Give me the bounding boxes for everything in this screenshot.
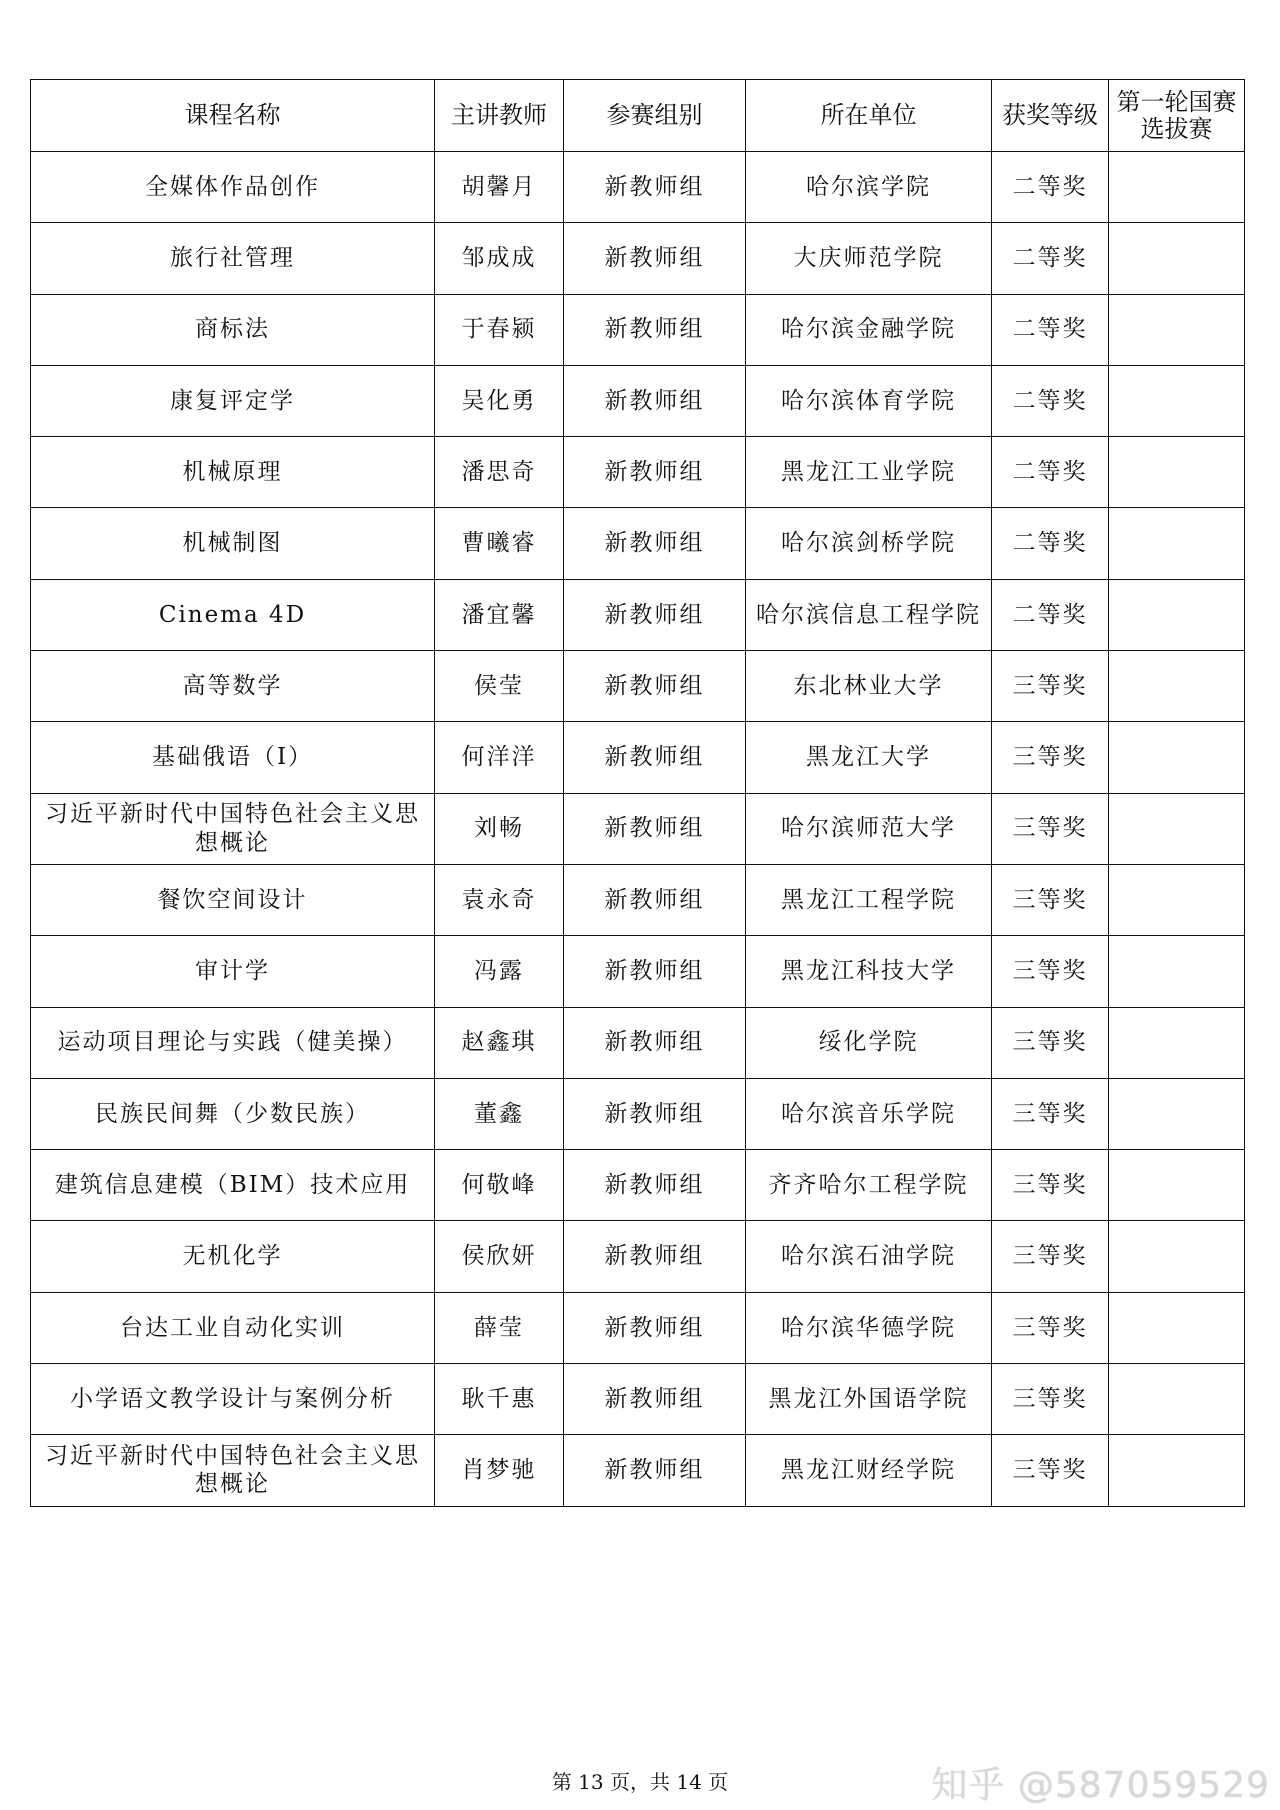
cell-competition-group: 新教师组 [564, 1150, 746, 1221]
cell-award-level: 三等奖 [992, 1150, 1109, 1221]
cell-national-selection [1109, 1435, 1245, 1506]
cell-lead-teacher: 吴化勇 [435, 365, 564, 436]
cell-course-name: 商标法 [31, 294, 435, 365]
cell-national-selection [1109, 152, 1245, 223]
cell-institution: 黑龙江工业学院 [746, 437, 992, 508]
cell-competition-group: 新教师组 [564, 1364, 746, 1435]
table-row [31, 1078, 1245, 1149]
cell-national-selection [1109, 1292, 1245, 1363]
table-row [31, 864, 1245, 935]
cell-lead-teacher: 于春颍 [435, 294, 564, 365]
cell-national-selection [1109, 1221, 1245, 1292]
table-header-row [31, 80, 1245, 152]
cell-award-level: 三等奖 [992, 722, 1109, 793]
cell-institution: 黑龙江大学 [746, 722, 992, 793]
table-row [31, 437, 1245, 508]
cell-course-name: 全媒体作品创作 [31, 152, 435, 223]
cell-course-name: 旅行社管理 [31, 223, 435, 294]
cell-lead-teacher: 董鑫 [435, 1078, 564, 1149]
table-row [31, 365, 1245, 436]
cell-award-level: 三等奖 [992, 651, 1109, 722]
cell-institution: 大庆师范学院 [746, 223, 992, 294]
cell-competition-group: 新教师组 [564, 579, 746, 650]
cell-lead-teacher: 薛莹 [435, 1292, 564, 1363]
cell-national-selection [1109, 936, 1245, 1007]
cell-institution: 哈尔滨学院 [746, 152, 992, 223]
cell-course-name: 建筑信息建模（BIM）技术应用 [31, 1150, 435, 1221]
cell-lead-teacher: 袁永奇 [435, 864, 564, 935]
header-institution: 所在单位 [746, 80, 992, 152]
cell-award-level: 三等奖 [992, 864, 1109, 935]
table-row [31, 1150, 1245, 1221]
cell-national-selection [1109, 1078, 1245, 1149]
cell-competition-group: 新教师组 [564, 793, 746, 864]
header-lead-teacher: 主讲教师 [435, 80, 564, 152]
cell-lead-teacher: 何洋洋 [435, 722, 564, 793]
table-row [31, 1292, 1245, 1363]
cell-award-level: 二等奖 [992, 223, 1109, 294]
cell-institution: 哈尔滨石油学院 [746, 1221, 992, 1292]
cell-competition-group: 新教师组 [564, 294, 746, 365]
cell-competition-group: 新教师组 [564, 508, 746, 579]
table-row [31, 722, 1245, 793]
table-body [31, 152, 1245, 1507]
table-row [31, 579, 1245, 650]
cell-national-selection [1109, 223, 1245, 294]
cell-competition-group: 新教师组 [564, 722, 746, 793]
table-row [31, 223, 1245, 294]
cell-award-level: 三等奖 [992, 1292, 1109, 1363]
cell-lead-teacher: 肖梦驰 [435, 1435, 564, 1506]
cell-national-selection [1109, 1364, 1245, 1435]
cell-national-selection [1109, 1007, 1245, 1078]
cell-course-name: 民族民间舞（少数民族） [31, 1078, 435, 1149]
header-national-selection: 第一轮国赛选拔赛 [1109, 80, 1245, 152]
cell-lead-teacher: 冯露 [435, 936, 564, 1007]
header-award-level: 获奖等级 [992, 80, 1109, 152]
cell-course-name: 基础俄语（Ⅰ） [31, 722, 435, 793]
cell-institution: 黑龙江科技大学 [746, 936, 992, 1007]
cell-national-selection [1109, 722, 1245, 793]
cell-award-level: 二等奖 [992, 365, 1109, 436]
cell-award-level: 三等奖 [992, 793, 1109, 864]
cell-institution: 绥化学院 [746, 1007, 992, 1078]
cell-competition-group: 新教师组 [564, 365, 746, 436]
cell-competition-group: 新教师组 [564, 1078, 746, 1149]
cell-national-selection [1109, 579, 1245, 650]
cell-lead-teacher: 曹曦睿 [435, 508, 564, 579]
cell-competition-group: 新教师组 [564, 1007, 746, 1078]
cell-national-selection [1109, 365, 1245, 436]
cell-award-level: 三等奖 [992, 1435, 1109, 1506]
cell-institution: 哈尔滨华德学院 [746, 1292, 992, 1363]
cell-competition-group: 新教师组 [564, 152, 746, 223]
cell-award-level: 三等奖 [992, 936, 1109, 1007]
page-number: 第 13 页，共 14 页 [551, 1770, 729, 1794]
cell-course-name: 审计学 [31, 936, 435, 1007]
table-row [31, 508, 1245, 579]
cell-institution: 哈尔滨体育学院 [746, 365, 992, 436]
cell-course-name: 高等数学 [31, 651, 435, 722]
cell-award-level: 三等奖 [992, 1364, 1109, 1435]
table-row [31, 1435, 1245, 1506]
cell-national-selection [1109, 793, 1245, 864]
cell-competition-group: 新教师组 [564, 1435, 746, 1506]
cell-national-selection [1109, 1150, 1245, 1221]
cell-award-level: 三等奖 [992, 1078, 1109, 1149]
header-course-name: 课程名称 [31, 80, 435, 152]
cell-institution: 东北林业大学 [746, 651, 992, 722]
cell-institution: 哈尔滨师范大学 [746, 793, 992, 864]
cell-award-level: 二等奖 [992, 508, 1109, 579]
cell-competition-group: 新教师组 [564, 1221, 746, 1292]
cell-lead-teacher: 胡馨月 [435, 152, 564, 223]
cell-institution: 哈尔滨音乐学院 [746, 1078, 992, 1149]
table-row [31, 1221, 1245, 1292]
cell-national-selection [1109, 508, 1245, 579]
cell-award-level: 二等奖 [992, 437, 1109, 508]
cell-institution: 哈尔滨金融学院 [746, 294, 992, 365]
cell-lead-teacher: 侯莹 [435, 651, 564, 722]
cell-course-name: 机械原理 [31, 437, 435, 508]
cell-award-level: 二等奖 [992, 152, 1109, 223]
cell-course-name: 餐饮空间设计 [31, 864, 435, 935]
table-row [31, 152, 1245, 223]
cell-course-name: 机械制图 [31, 508, 435, 579]
cell-course-name: 无机化学 [31, 1221, 435, 1292]
cell-award-level: 二等奖 [992, 579, 1109, 650]
cell-course-name: 康复评定学 [31, 365, 435, 436]
cell-institution: 齐齐哈尔工程学院 [746, 1150, 992, 1221]
cell-institution: 黑龙江工程学院 [746, 864, 992, 935]
cell-award-level: 二等奖 [992, 294, 1109, 365]
cell-competition-group: 新教师组 [564, 651, 746, 722]
table-row [31, 1364, 1245, 1435]
cell-competition-group: 新教师组 [564, 437, 746, 508]
table-row [31, 1007, 1245, 1078]
watermark: 知乎 @587059529 [931, 1765, 1270, 1806]
table-row [31, 936, 1245, 1007]
cell-lead-teacher: 潘思奇 [435, 437, 564, 508]
cell-competition-group: 新教师组 [564, 864, 746, 935]
cell-national-selection [1109, 864, 1245, 935]
cell-lead-teacher: 何敬峰 [435, 1150, 564, 1221]
cell-institution: 黑龙江外国语学院 [746, 1364, 992, 1435]
cell-national-selection [1109, 651, 1245, 722]
cell-course-name: 习近平新时代中国特色社会主义思想概论 [31, 793, 435, 864]
cell-institution: 哈尔滨剑桥学院 [746, 508, 992, 579]
table-row [31, 294, 1245, 365]
cell-lead-teacher: 邹成成 [435, 223, 564, 294]
cell-competition-group: 新教师组 [564, 223, 746, 294]
cell-institution: 哈尔滨信息工程学院 [746, 579, 992, 650]
cell-lead-teacher: 刘畅 [435, 793, 564, 864]
cell-award-level: 三等奖 [992, 1221, 1109, 1292]
cell-national-selection [1109, 437, 1245, 508]
cell-course-name: 小学语文教学设计与案例分析 [31, 1364, 435, 1435]
cell-course-name: 习近平新时代中国特色社会主义思想概论 [31, 1435, 435, 1506]
table-row [31, 651, 1245, 722]
cell-competition-group: 新教师组 [564, 1292, 746, 1363]
cell-competition-group: 新教师组 [564, 936, 746, 1007]
header-competition-group: 参赛组别 [564, 80, 746, 152]
cell-course-name: 台达工业自动化实训 [31, 1292, 435, 1363]
table-row [31, 793, 1245, 864]
cell-institution: 黑龙江财经学院 [746, 1435, 992, 1506]
cell-national-selection [1109, 294, 1245, 365]
cell-lead-teacher: 潘宜馨 [435, 579, 564, 650]
cell-award-level: 三等奖 [992, 1007, 1109, 1078]
cell-course-name: Cinema 4D [31, 579, 435, 650]
cell-lead-teacher: 赵鑫琪 [435, 1007, 564, 1078]
cell-lead-teacher: 耿千惠 [435, 1364, 564, 1435]
awards-table [30, 79, 1245, 1507]
cell-lead-teacher: 侯欣妍 [435, 1221, 564, 1292]
cell-course-name: 运动项目理论与实践（健美操） [31, 1007, 435, 1078]
